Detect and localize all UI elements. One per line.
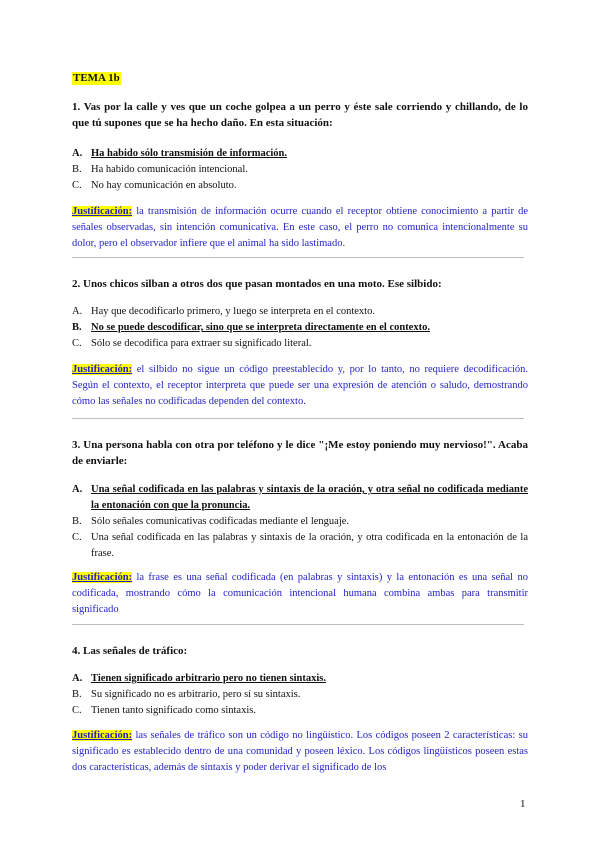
option-4a: A. Tienen significado arbitrario pero no tienen sintaxis. xyxy=(72,673,326,684)
question-1: 1. Vas por la calle y ves que un coche golpea a un perro y éste sale corriendo y chillando, de lo que tú supones que se ha hecho daño. En esta situación: xyxy=(72,101,528,129)
option-3b: B. Sólo señales comunicativas codificadas mediante el lenguaje. xyxy=(72,516,350,527)
divider xyxy=(72,257,524,258)
option-1c: C. No hay comunicación en absoluto. xyxy=(72,180,237,191)
option-4c: C. Tienen tanto significado como sintaxis. xyxy=(72,705,256,716)
option-3c: C. Una señal codificada en las palabras y sintaxis de la oración, y otra codificada en la entonación de la frase. xyxy=(72,532,528,559)
justification-label: Justificación: xyxy=(72,572,133,583)
options-1 xyxy=(72,146,528,194)
options-4 xyxy=(72,671,528,719)
question-4: 4. Las señales de tráfico: xyxy=(72,645,188,657)
justification-label: Justificación: xyxy=(72,206,133,217)
option-2b: B. No se puede descodificar, sino que se interpreta directamente en el contexto. xyxy=(72,322,430,333)
option-1b: B. Ha habido comunicación intencional. xyxy=(72,164,248,175)
question-3: 3. Una persona habla con otra por teléfono y le dice "¡Me estoy poniendo muy nervioso!". Acaba de enviarle: xyxy=(72,439,528,467)
option-1a: A. Ha habido sólo transmisión de información. xyxy=(72,148,288,159)
options-3 xyxy=(72,482,528,562)
justification-label: Justificación: xyxy=(72,364,133,375)
option-2c: C. Sólo se decodifica para extraer su significado literal. xyxy=(72,338,312,349)
divider xyxy=(72,624,524,625)
divider xyxy=(72,418,524,419)
option-2a: A. Hay que decodificarlo primero, y luego se interpreta en el contexto. xyxy=(72,306,375,317)
options-2 xyxy=(72,304,528,352)
option-3a: A. Una señal codificada en las palabras y sintaxis de la oración, y otra señal no codificada mediante la entonación con que la pronuncia. xyxy=(72,484,528,511)
question-2: 2. Unos chicos silban a otros dos que pasan montados en una moto. Ese silbido: xyxy=(72,278,442,290)
justification-label: Justificación: xyxy=(72,730,133,741)
page-number: 1 xyxy=(520,798,526,810)
justification-4: Justificación: las señales de tráfico son un código no lingüístico. Los códigos poseen 2 características: su significado es establecido dentro de una comunidad y poseen léxico. Los códigos lingüísticos poseen estas dos características, además de sintaxis y poder derivar el significado de los xyxy=(72,730,528,773)
tema-heading: TEMA 1b xyxy=(73,72,120,84)
justification-2: Justificación: el silbido no sigue un código preestablecido y, por lo tanto, no requiere decodificación. Según el contexto, el receptor interpreta que puede ser una expresión de atención o saludo, demostrando cómo las señales no codificadas dependen del contexto. xyxy=(72,364,528,407)
justification-3: Justificación: la frase es una señal codificada (en palabras y sintaxis) y la entonación es una señal no codificada, mostrando cómo la comunicación intencional humana combina ambas para transmitir significado xyxy=(72,572,528,615)
justification-1: Justificación: la transmisión de información ocurre cuando el receptor obtiene conocimiento a partir de señales observadas, sin intención comunicativa. En este caso, el perro no comunica intencionalmente su dolor, pero el observador infiere que el animal ha sido lastimado. xyxy=(72,206,528,249)
option-4b: B. Su significado no es arbitrario, pero sí su sintaxis. xyxy=(72,689,301,700)
